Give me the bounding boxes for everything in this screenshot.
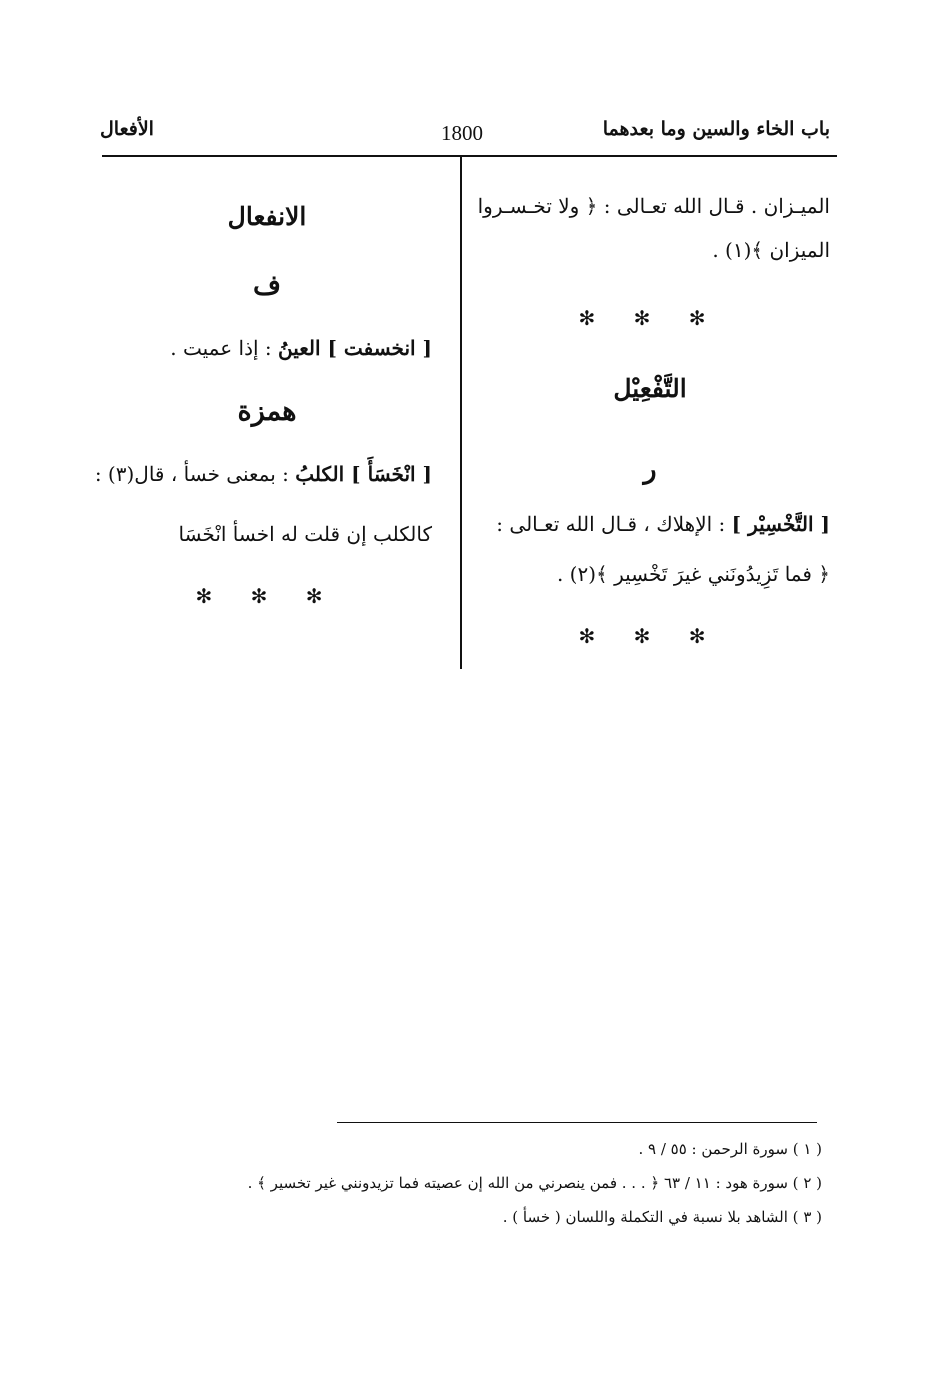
entry-headword: [ انخسفت ] العينُ (277, 336, 432, 360)
running-header-section: الأفعال (100, 118, 154, 140)
entry-definition: : الإهلاك ، قـال الله تعـالى : (496, 512, 726, 536)
left-column (94, 190, 432, 660)
right-text-line-1: الميـزان . قـال الله تعـالى : ﴿ ولا تخـسـروا (477, 194, 830, 218)
section-heading-taf-il: التَّفْعِيْل (613, 374, 687, 403)
entry-inkhasa (95, 462, 432, 486)
entry-definition: : إذا عميت . (170, 336, 272, 360)
footnote-3: ( ٣ ) الشاهد بلا نسبة في التكملة واللسان ( خسأ ) . (502, 1208, 822, 1226)
right-text-line-2: الميزان ﴾(١) . (712, 238, 830, 262)
footnote-1: ( ١ ) سورة الرحمن : ٥٥ / ٩ . (638, 1140, 822, 1158)
entry-inkhasafat (170, 336, 432, 360)
page-number: 1800 (441, 121, 483, 145)
right-column (470, 190, 830, 660)
section-separator-stars: ✻ ✻ ✻ (578, 306, 722, 330)
poetry-verse: كالكلب إن قلت له اخسأ انْخَسَا (178, 522, 432, 546)
entry-takhsir-line-2: ﴿ فما تَزِيدُونَني غيرَ تَخْسِير ﴾(٢) . (556, 562, 830, 586)
entry-definition: : بمعنى خسأ ، قال(٣) : (94, 462, 289, 486)
column-divider (460, 157, 462, 669)
letter-heading-ra: ر (643, 454, 657, 485)
footnote-rule (337, 1122, 817, 1123)
entry-separator-stars: ✻ ✻ ✻ (195, 584, 339, 608)
entry-takhsir-line-1 (496, 512, 830, 536)
header-rule (102, 155, 837, 157)
section-heading-infi-al: الانفعال (227, 202, 307, 231)
letter-heading-hamza: همزة (237, 396, 297, 427)
entry-headword: [ التَّخْسِيْر ] (731, 512, 830, 536)
letter-heading-fa: ف (253, 270, 281, 301)
entry-separator-stars: ✻ ✻ ✻ (578, 624, 722, 648)
running-header-chapter: باب الخاء والسين وما بعدهما (602, 118, 830, 140)
entry-headword: [ انْخَسَأَ ] الكلبُ (295, 462, 432, 486)
footnote-2: ( ٢ ) سورة هود : ١١ / ٦٣ ﴿ . . . فمن ينصرني من الله إن عصيته فما تزيدونني غير تخسير ﴾ . (247, 1174, 822, 1192)
